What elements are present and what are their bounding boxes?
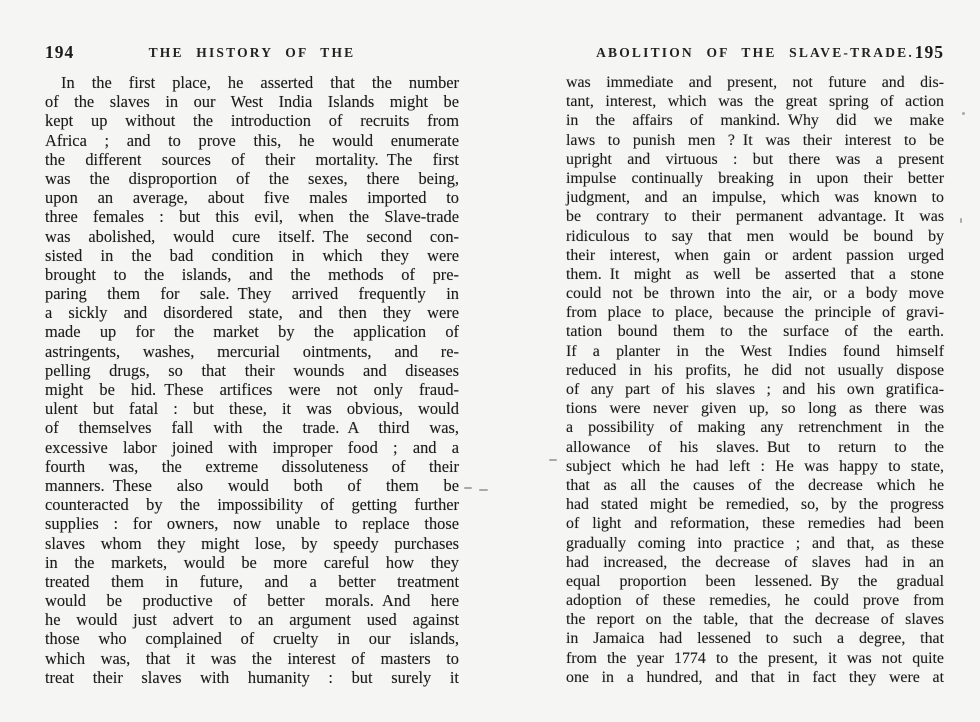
text-line: from the year 1774 to the present, it was not quite bbox=[566, 649, 944, 667]
text-line: had stated might be remedied, so, by the progress bbox=[566, 496, 944, 514]
text-line: upright and virtuous : but there was a present bbox=[566, 150, 944, 168]
right-page bbox=[566, 42, 944, 687]
text-line: was abolished, would cure itself. The second con- bbox=[45, 226, 459, 246]
text-line: he would just advert to an argument used against bbox=[45, 610, 459, 630]
text-line: of the slaves in our West India Islands might be bbox=[45, 92, 459, 112]
text-line: gradually coming into practice ; and that, as these bbox=[566, 534, 944, 552]
scan-artifact-speck bbox=[960, 218, 962, 223]
scan-artifact-dash bbox=[549, 459, 557, 461]
right-page-body-text bbox=[566, 73, 944, 687]
text-line: could not be thrown into the air, or a body move bbox=[566, 285, 944, 303]
text-line: judgment, and an impulse, which was known to bbox=[566, 189, 944, 207]
text-line: a possibility of making any retrenchment in the bbox=[566, 419, 944, 437]
scan-artifact-speck bbox=[962, 112, 965, 115]
text-line: which was, that it was the interest of masters to bbox=[45, 648, 459, 668]
text-line: their interest, when gain or ardent passion urged bbox=[566, 246, 944, 264]
text-line: tions were never given up, so long as there was bbox=[566, 400, 944, 418]
text-line: tation bound them to the surface of the earth. bbox=[566, 323, 944, 341]
text-line: from place to place, because the principle of gravi- bbox=[566, 304, 944, 322]
text-line: might be hid. These artifices were not only fraud- bbox=[45, 380, 459, 399]
text-line: made up for the market by the application of bbox=[45, 322, 459, 342]
text-line: paring them for sale. They arrived frequently in bbox=[45, 284, 459, 304]
text-line: three females : but this evil, when the Slave-trade bbox=[45, 207, 459, 227]
text-line: slaves whom they might lose, by speedy purchases bbox=[45, 533, 459, 553]
text-line: them. It might as well be asserted that a stone bbox=[566, 265, 944, 283]
text-line: brought to the islands, and the methods of pre- bbox=[45, 264, 459, 284]
text-line: upon an average, about five males imported to bbox=[45, 188, 459, 208]
text-line: impulse continually breaking in upon their better bbox=[566, 169, 944, 187]
text-line: reduced in his profits, he did not usually dispose bbox=[566, 361, 944, 379]
text-line: adoption of these remedies, he could prove from bbox=[566, 592, 944, 610]
scan-artifact-dash bbox=[479, 489, 488, 491]
text-line: of light and reformation, these remedies had been bbox=[566, 515, 944, 533]
left-running-header: THE HISTORY OF THE bbox=[148, 45, 356, 60]
text-line: would be productive of better morals. And here bbox=[45, 591, 459, 611]
text-line: that as all the causes of the decrease which he bbox=[566, 476, 944, 494]
text-line: treated them in future, and a better treatment bbox=[45, 571, 459, 591]
text-line: of themselves fall with the trade. A third was, bbox=[45, 418, 459, 438]
text-line: in the affairs of mankind. Why did we make bbox=[566, 112, 944, 130]
text-line: tant, interest, which was the great spring of action bbox=[566, 93, 944, 111]
left-page-body-text bbox=[45, 73, 459, 687]
left-running-head bbox=[45, 42, 459, 62]
text-line: equal proportion been lessened. By the gradual bbox=[566, 572, 944, 590]
right-running-header: ABOLITION OF THE SLAVE-TRADE. bbox=[596, 45, 914, 60]
text-line: was the disproportion of the sexes, there being, bbox=[45, 168, 459, 188]
text-line: manners. These also would both of them be bbox=[45, 475, 459, 495]
text-line: one in a hundred, and that in fact they were at bbox=[566, 668, 944, 686]
text-line: in Jamaica had lessened to such a degree, that bbox=[566, 630, 944, 648]
text-line: a sickly and disordered state, and then they were bbox=[45, 303, 459, 323]
text-line: those who complained of cruelty in our islands, bbox=[45, 629, 459, 649]
text-line: Africa ; and to prove this, he would enumerate bbox=[45, 130, 459, 150]
text-line: was immediate and present, not future and dis- bbox=[566, 74, 944, 91]
text-line: kept up without the introduction of recruits from bbox=[45, 111, 459, 131]
text-line: If a planter in the West Indies found himself bbox=[566, 342, 944, 360]
left-page bbox=[45, 42, 459, 687]
left-page-number: 194 bbox=[45, 42, 75, 62]
text-line: the different sources of their mortality. The first bbox=[45, 149, 459, 169]
text-line: astringents, washes, mercurial ointments, and re- bbox=[45, 341, 459, 361]
text-line: allowance of his slaves. But to return to the bbox=[566, 438, 944, 456]
scan-artifact-dash bbox=[464, 487, 472, 489]
text-line: ulent but fatal : but these, it was obvious, would bbox=[45, 399, 459, 419]
text-line: in the markets, would be more careful how they bbox=[45, 552, 459, 572]
text-line: laws to punish men ? It was their interest to be bbox=[566, 131, 944, 149]
text-line: ridiculous to say that men would be bound by bbox=[566, 227, 944, 245]
text-line: subject which he had left : He was happy to state, bbox=[566, 457, 944, 475]
text-line: had increased, the decrease of slaves had in an bbox=[566, 553, 944, 571]
text-line: of any part of his slaves ; and his own gratifica- bbox=[566, 381, 944, 398]
right-running-head bbox=[566, 42, 944, 62]
text-line: excessive labor joined with improper food ; and a bbox=[45, 437, 459, 457]
text-line: the report on the table, that the decrease of slaves bbox=[566, 611, 944, 629]
text-line: treat their slaves with humanity : but surely it bbox=[45, 667, 459, 687]
text-line: be contrary to their permanent advantage. It was bbox=[566, 208, 944, 226]
text-line: In the first place, he asserted that the number bbox=[61, 73, 459, 92]
text-line: fourth was, the extreme dissoluteness of their bbox=[45, 456, 459, 476]
text-line: sisted in the bad condition in which they were bbox=[45, 245, 459, 265]
text-line: pelling drugs, so that their wounds and diseases bbox=[45, 360, 459, 380]
right-page-number: 195 bbox=[914, 42, 944, 62]
text-line: supplies : for owners, now unable to replace those bbox=[45, 514, 459, 534]
text-line: counteracted by the impossibility of getting further bbox=[45, 495, 459, 515]
